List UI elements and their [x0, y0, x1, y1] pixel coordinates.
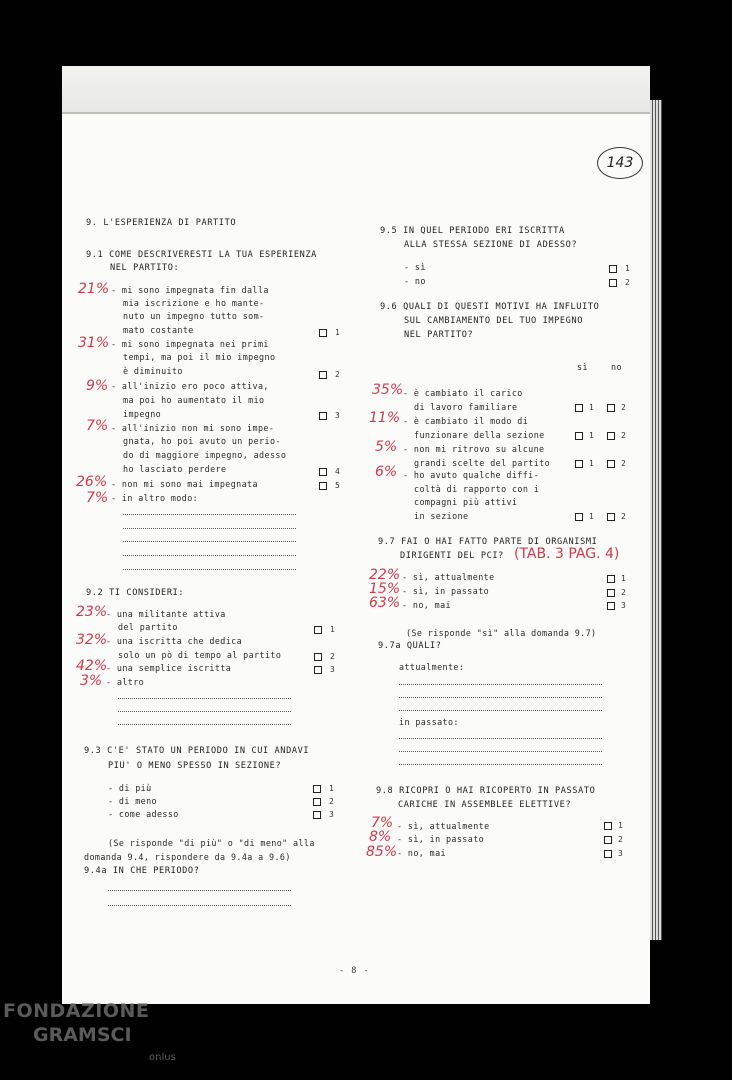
q94a-title: 9.4a IN CHE PERIODO? [84, 866, 200, 876]
option-text: - in altro modo: [111, 493, 199, 503]
option-text: - non mi ritrovo su alcune [403, 444, 545, 454]
fill-line[interactable] [399, 684, 602, 685]
pct-annotation: 21% [78, 281, 110, 297]
option-text: - ho avuto qualche diffi- [403, 470, 540, 480]
option-code: 4 [335, 467, 340, 476]
pct-annotation: 85% [366, 844, 398, 860]
option-text: - sì [404, 262, 426, 272]
fill-line[interactable] [118, 724, 291, 725]
option-text: - altro [106, 677, 145, 687]
option-code: 2 [618, 835, 623, 844]
checkbox[interactable] [319, 329, 327, 337]
option-text: nuto un impegno tutto som- [123, 311, 265, 321]
q92-title: 9.2 TI CONSIDERI: [86, 588, 185, 598]
checkbox-no[interactable] [607, 432, 615, 440]
checkbox-si[interactable] [575, 404, 583, 412]
pct-annotation: 6% [375, 464, 398, 480]
option-code: 1 [589, 431, 594, 440]
checkbox[interactable] [313, 798, 321, 806]
pct-annotation: 7% [371, 815, 394, 831]
option-text: del partito [118, 622, 178, 632]
logo-line-1: FONDAZIONE [3, 1000, 150, 1022]
pct-annotation: 7% [86, 418, 109, 434]
checkbox[interactable] [314, 653, 322, 661]
fill-line[interactable] [123, 528, 296, 529]
option-code: 1 [329, 784, 334, 793]
option-text: mia iscrizione e ho mante- [123, 298, 265, 308]
checkbox[interactable] [319, 468, 327, 476]
column-header-si: sì [577, 362, 588, 372]
option-text: - una militante attiva [106, 609, 226, 619]
checkbox[interactable] [604, 822, 612, 830]
option-code: 3 [335, 411, 340, 420]
fill-line[interactable] [399, 764, 602, 765]
option-text: - è cambiato il modo di [403, 416, 529, 426]
option-text: ho lasciato perdere [123, 464, 227, 474]
option-code: 1 [335, 328, 340, 337]
option-text: - mi sono impegnata fin dalla [111, 285, 269, 295]
option-text: - sì, in passato [397, 834, 485, 844]
pct-annotation: 42% [76, 658, 108, 674]
option-text: - sì, in passato [402, 586, 490, 596]
pct-annotation: 63% [369, 595, 401, 611]
checkbox[interactable] [319, 371, 327, 379]
stacked-pages-edge [650, 100, 662, 940]
option-code: 1 [589, 459, 594, 468]
option-text: - come adesso [108, 809, 179, 819]
logo-line-2: GRAMSCI [33, 1024, 132, 1046]
option-text: di lavoro familiare [414, 402, 518, 412]
pct-annotation: 3% [80, 673, 103, 689]
option-code: 1 [589, 403, 594, 412]
option-code: 3 [329, 810, 334, 819]
fill-line[interactable] [399, 738, 602, 739]
option-code: 1 [589, 512, 594, 521]
fill-line[interactable] [123, 541, 296, 542]
option-code: 1 [618, 821, 623, 830]
q93-title: 9.3 C'E' STATO UN PERIODO IN CUI ANDAVI [84, 746, 310, 756]
q93-title-2: PIU' O MENO SPESSO IN SEZIONE? [108, 761, 282, 771]
checkbox[interactable] [319, 482, 327, 490]
checkbox[interactable] [607, 602, 615, 610]
option-text: - è cambiato il carico [403, 388, 523, 398]
pct-annotation: 5% [375, 439, 398, 455]
fill-line[interactable] [123, 555, 296, 556]
option-text: - sì, attualmente [402, 572, 495, 582]
option-text: - di più [108, 783, 152, 793]
checkbox[interactable] [607, 589, 615, 597]
checkbox-no[interactable] [607, 513, 615, 521]
option-text: - di meno [108, 796, 157, 806]
option-code: 2 [621, 512, 626, 521]
option-text: coltà di rapporto con i [414, 484, 540, 494]
option-code: 3 [621, 601, 626, 610]
checkbox[interactable] [604, 836, 612, 844]
checkbox-si[interactable] [575, 432, 583, 440]
page-stamp: 143 [597, 147, 643, 179]
checkbox[interactable] [319, 412, 327, 420]
field-label: attualmente: [399, 662, 465, 672]
pct-annotation: 32% [76, 632, 108, 648]
column-header-no: no [611, 362, 622, 372]
checkbox-si[interactable] [575, 513, 583, 521]
option-code: 3 [330, 665, 335, 674]
option-text: - una semplice iscritta [106, 663, 232, 673]
q96-title-3: NEL PARTITO? [404, 330, 474, 340]
option-code: 2 [625, 278, 630, 287]
option-text: solo un pò di tempo al partito [118, 650, 282, 660]
option-text: - no [404, 276, 426, 286]
field-label: in passato: [399, 717, 459, 727]
checkbox[interactable] [607, 575, 615, 583]
instruction-note: (Se risponde "di più" o "di meno" alla [108, 838, 315, 848]
document-page [62, 66, 650, 1004]
q98-title: 9.8 RICOPRI O HAI RICOPERTO IN PASSATO [376, 786, 596, 796]
checkbox-si[interactable] [575, 460, 583, 468]
option-code: 2 [621, 403, 626, 412]
pct-annotation: 22% [369, 567, 401, 583]
option-text: grandi scelte del partito [414, 458, 551, 468]
q95-title-2: ALLA STESSA SEZIONE DI ADESSO? [404, 240, 578, 250]
page-number: - 8 - [339, 966, 370, 976]
option-code: 2 [329, 797, 334, 806]
pct-annotation: 11% [369, 410, 401, 426]
checkbox[interactable] [609, 265, 617, 273]
fill-line[interactable] [108, 905, 291, 906]
q96-title: 9.6 QUALI DI QUESTI MOTIVI HA INFLUITO [380, 302, 600, 312]
checkbox-no[interactable] [607, 460, 615, 468]
fill-line[interactable] [123, 569, 296, 570]
q97-title-2: DIRIGENTI DEL PCI? [400, 551, 504, 561]
checkbox[interactable] [313, 811, 321, 819]
option-code: 1 [330, 625, 335, 634]
option-text: tempi, ma poi il mio impegno [123, 352, 276, 362]
option-text: - mi sono impegnata nei primi [111, 339, 269, 349]
option-text: - no, mai [402, 600, 451, 610]
checkbox[interactable] [609, 279, 617, 287]
fill-line[interactable] [399, 710, 602, 711]
fill-line[interactable] [399, 697, 602, 698]
option-text: ma poi ho aumentato il mio [123, 395, 265, 405]
q91-title: 9.1 COME DESCRIVERESTI LA TUA ESPERIENZA [86, 250, 317, 260]
logo-line-3: onlus [149, 1052, 176, 1063]
option-code: 3 [618, 849, 623, 858]
option-text: mato costante [123, 325, 194, 335]
option-text: - all'inizio non mi sono impe- [111, 423, 275, 433]
option-text: - non mi sono mai impegnata [111, 479, 258, 489]
pct-annotation: 7% [86, 490, 109, 506]
option-text: compagni più attivi [414, 497, 518, 507]
option-text: - no, mai [397, 848, 446, 858]
option-text: - sì, attualmente [397, 821, 490, 831]
option-text: impegno [123, 409, 162, 419]
fill-line[interactable] [123, 514, 296, 515]
pct-annotation: 26% [76, 474, 108, 490]
checkbox-no[interactable] [607, 404, 615, 412]
checkbox[interactable] [314, 626, 322, 634]
q97-title: 9.7 FAI O HAI FATTO PARTE DI ORGANISMI [378, 537, 598, 547]
option-text: gnata, ho poi avuto un perio- [123, 436, 281, 446]
page-top-strip [62, 66, 650, 114]
option-code: 2 [621, 431, 626, 440]
option-text: - all'inizio ero poco attiva, [111, 381, 269, 391]
option-code: 2 [621, 588, 626, 597]
option-text: - una iscritta che dedica [106, 636, 243, 646]
pct-annotation: 23% [76, 604, 108, 620]
fill-line[interactable] [118, 698, 291, 699]
option-text: in sezione [414, 511, 469, 521]
instruction-note: (Se risponde "sì" alla domanda 9.7) [406, 628, 597, 638]
q96-title-2: SUL CAMBIAMENTO DEL TUO IMPEGNO [404, 316, 583, 326]
checkbox[interactable] [313, 785, 321, 793]
handwritten-reference: (TAB. 3 PAG. 4) [514, 546, 620, 562]
option-text: è diminuito [123, 366, 183, 376]
q95-title: 9.5 IN QUEL PERIODO ERI ISCRITTA [380, 226, 565, 236]
checkbox[interactable] [314, 666, 322, 674]
option-code: 1 [621, 574, 626, 583]
option-text: do di maggiore impegno, adesso [123, 450, 287, 460]
pct-annotation: 15% [369, 581, 401, 597]
instruction-note: domanda 9.4, rispondere da 9.4a a 9.6) [84, 852, 291, 862]
q98-title-2: CARICHE IN ASSEMBLEE ELETTIVE? [398, 800, 572, 810]
fill-line[interactable] [118, 711, 291, 712]
fill-line[interactable] [108, 890, 291, 891]
pct-annotation: 9% [86, 378, 109, 394]
option-code: 2 [330, 652, 335, 661]
pct-annotation: 35% [372, 382, 404, 398]
pct-annotation: 8% [369, 829, 392, 845]
option-code: 1 [625, 264, 630, 273]
q91-title-2: NEL PARTITO: [110, 263, 180, 273]
option-code: 2 [621, 459, 626, 468]
option-text: funzionare della sezione [414, 430, 545, 440]
section-title: 9. L'ESPERIENZA DI PARTITO [86, 218, 237, 228]
fill-line[interactable] [399, 751, 602, 752]
pct-annotation: 31% [78, 335, 110, 351]
checkbox[interactable] [604, 850, 612, 858]
option-code: 2 [335, 370, 340, 379]
option-code: 5 [335, 481, 340, 490]
q97a-title: 9.7a QUALI? [378, 641, 442, 651]
